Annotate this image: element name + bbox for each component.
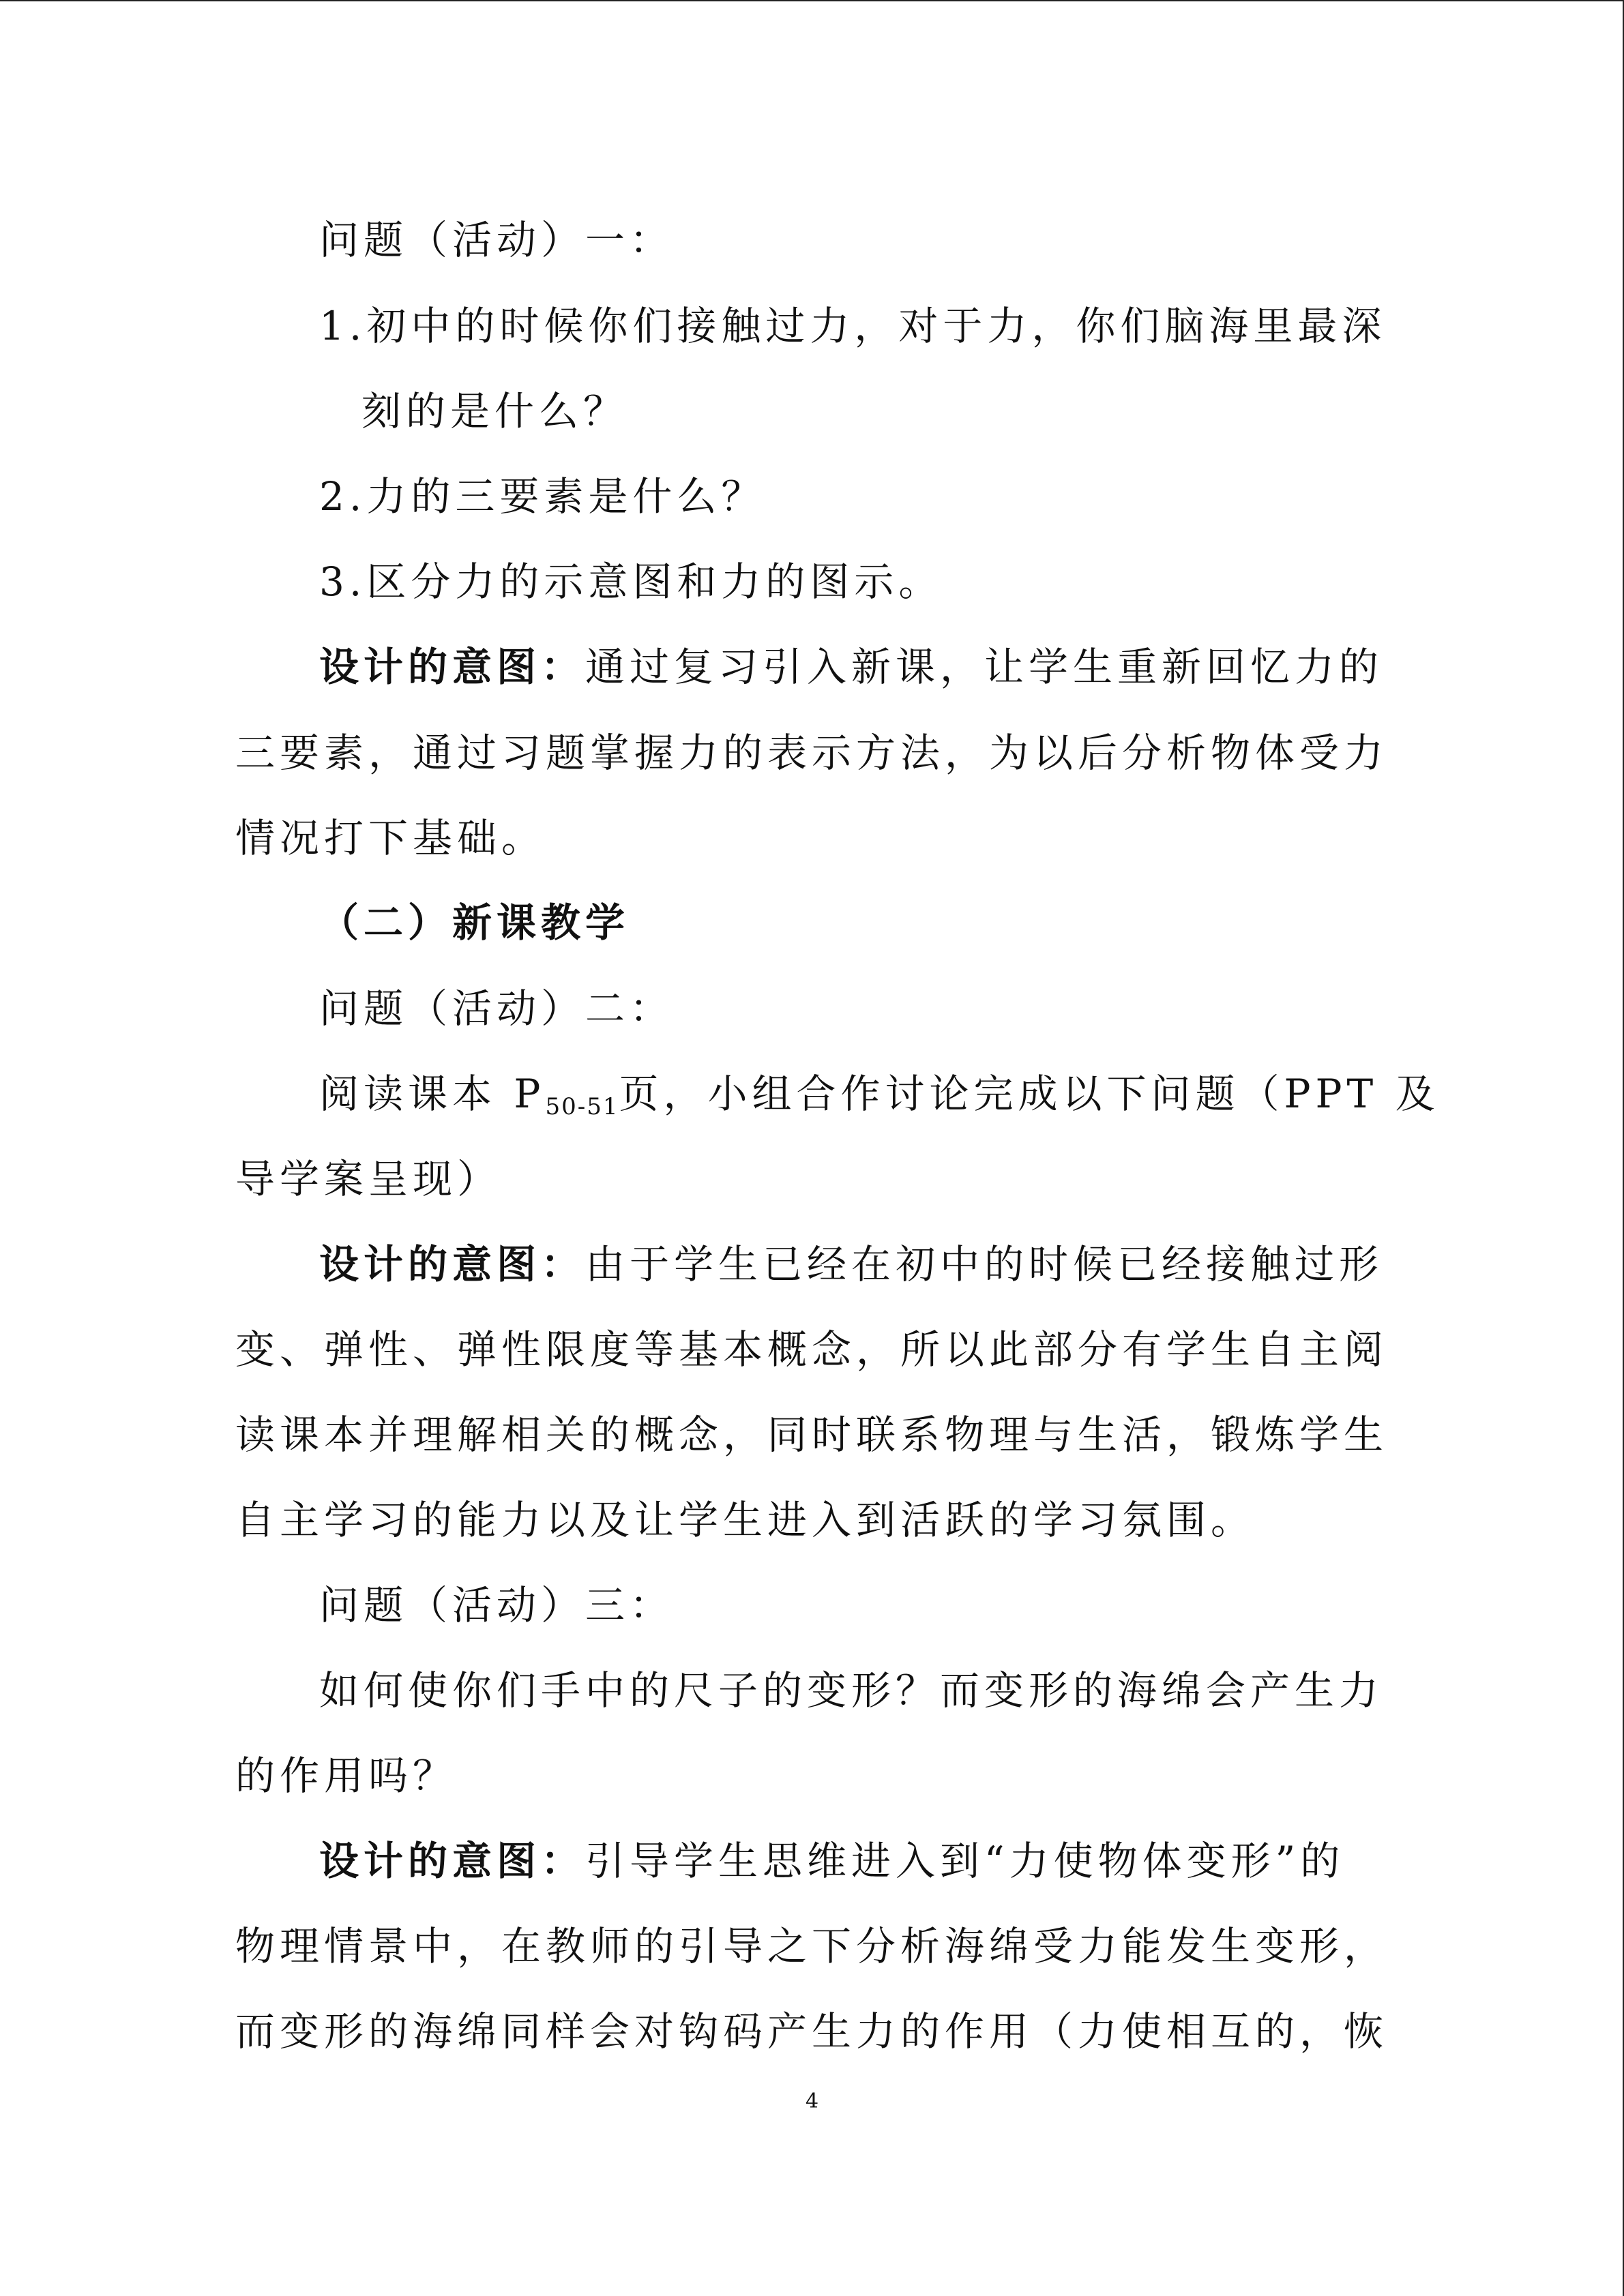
section-heading-new-lesson: （二）新课教学 (319, 899, 630, 946)
page-range-subscript: 50-51 (545, 1093, 619, 1120)
question-3: 3.区分力的示意图和力的图示。 (319, 558, 943, 605)
design-intent-3-line-2: 物理情景中，在教师的引导之下分析海绵受力能发生变形， (235, 1923, 1389, 1969)
design-intent-3-line-3: 而变形的海绵同样会对钩码产生力的作用（力使相互的，恢 (235, 2008, 1389, 2055)
design-intent-label: 设计的意图： (319, 1241, 586, 1287)
activity-two-line-2: 导学案呈现） (235, 1156, 502, 1202)
page-number: 4 (805, 2089, 819, 2113)
design-intent-text: 由于学生已经在初中的时候已经接触过形 (585, 1241, 1384, 1287)
activity-three-heading: 问题（活动）三： (319, 1582, 675, 1628)
design-intent-1-line-3: 情况打下基础。 (235, 815, 546, 861)
activity-three-line-2: 的作用吗？ (235, 1753, 458, 1799)
activity-three-line-1: 如何使你们手中的尺子的变形？而变形的海绵会产生力 (319, 1667, 1384, 1714)
activity-two-line-1 (319, 1069, 1440, 1131)
activity-two-heading: 问题（活动）二： (319, 985, 675, 1032)
page-top-border (0, 0, 1624, 1)
design-intent-3-line-1 (319, 1836, 1344, 1885)
reading-text-b: 页，小组合作讨论完成以下问题（PPT 及 (619, 1071, 1440, 1117)
design-intent-2-line-2: 变、弹性、弹性限度等基本概念，所以此部分有学生自主阅 (235, 1326, 1389, 1373)
design-intent-label: 设计的意图： (319, 1838, 586, 1884)
design-intent-2-line-4: 自主学习的能力以及让学生进入到活跃的学习氛围。 (235, 1497, 1256, 1543)
question-1-line-2: 刻的是什么？ (361, 388, 628, 434)
design-intent-text: 引导学生思维进入到“力使物体变形”的 (585, 1838, 1345, 1884)
activity-one-heading: 问题（活动）一： (319, 217, 675, 263)
design-intent-2-line-1 (319, 1240, 1383, 1289)
reading-text-a: 阅读课本 P (319, 1071, 546, 1117)
design-intent-label: 设计的意图： (319, 644, 586, 690)
question-2: 2.力的三要素是什么？ (319, 473, 766, 520)
question-1-line-1: 1.初中的时候你们接触过力，对于力，你们脑海里最深 (319, 303, 1387, 349)
design-intent-2-line-3: 读课本并理解相关的概念，同时联系物理与生活，锻炼学生 (235, 1412, 1389, 1458)
design-intent-1-line-1 (319, 642, 1383, 691)
design-intent-text: 通过复习引入新课，让学生重新回忆力的 (585, 644, 1384, 690)
design-intent-1-line-2: 三要素，通过习题掌握力的表示方法，为以后分析物体受力 (235, 730, 1389, 776)
